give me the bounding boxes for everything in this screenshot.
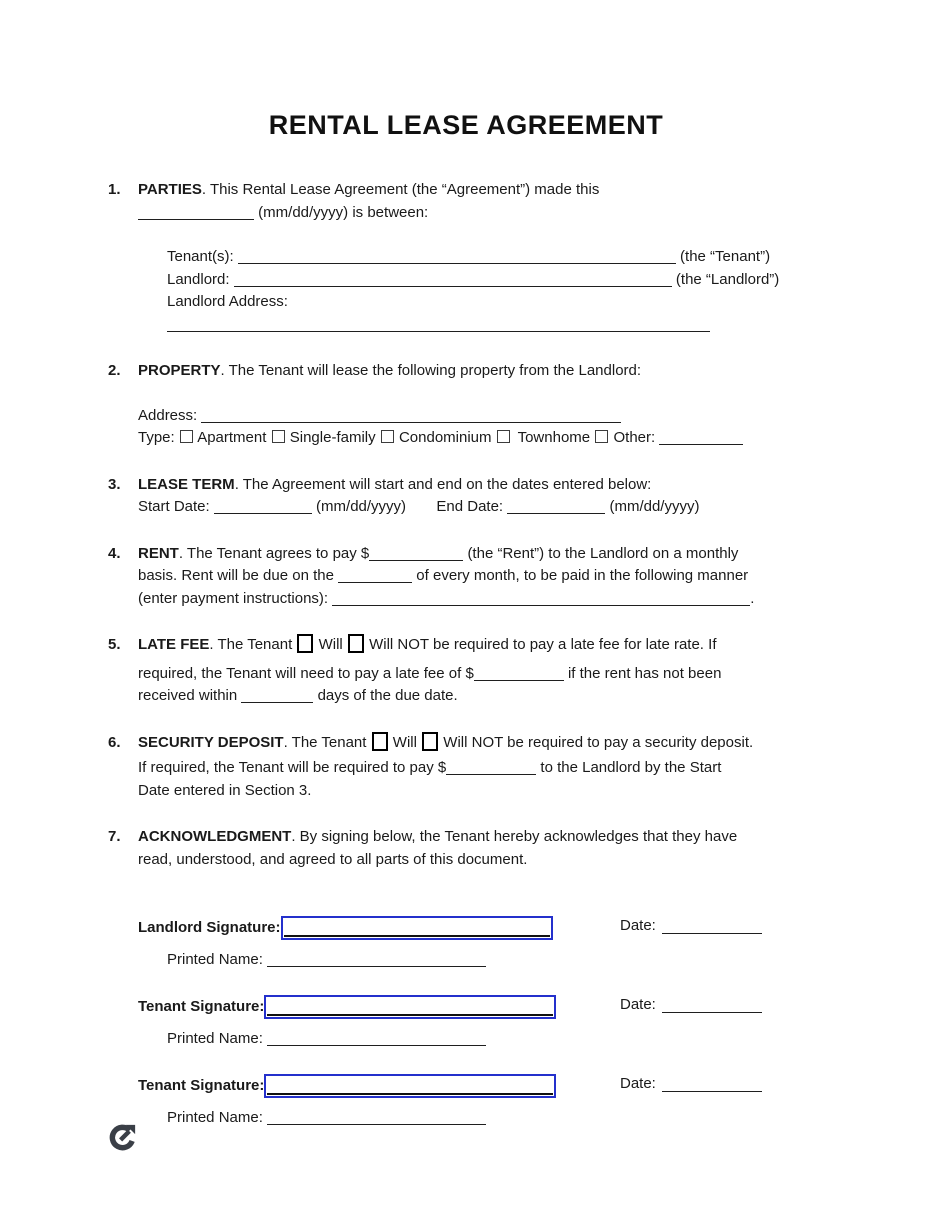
printed-name-label: Printed Name: [167, 1109, 263, 1126]
condominium-checkbox[interactable] [381, 430, 394, 443]
section-label: RENT [138, 544, 179, 562]
tenant-signature-label: Tenant Signature: [138, 998, 265, 1015]
tenant-field-label: Tenant(s): [167, 248, 234, 265]
text-run: read, understood, and agreed to all parts of this document. [138, 850, 528, 868]
late-fee-will-checkbox[interactable] [297, 634, 313, 653]
text-run: (mm/dd/yyyy) [609, 498, 700, 515]
text-run: . The Tenant [283, 733, 367, 751]
section-rent [108, 543, 824, 611]
section-number: 5. [108, 636, 121, 653]
text-run: of every month, to be paid in the following manner [416, 567, 749, 584]
late-fee-amount-blank[interactable] [474, 665, 564, 681]
text-run: basis. Rent will be due on the [138, 567, 334, 584]
section-late-fee [108, 634, 824, 708]
tenant-signature-block [138, 993, 824, 1050]
text-run: . The Agreement will start and end on the dates entered below: [234, 475, 652, 493]
text-run: (the “Rent”) to the Landlord on a monthly [467, 544, 739, 562]
section-number: 2. [108, 362, 121, 379]
tenant-date-blank-2[interactable] [662, 1076, 762, 1092]
section-number: 6. [108, 733, 121, 751]
single-family-checkbox[interactable] [272, 430, 285, 443]
tenant-printed-name-blank[interactable] [267, 1030, 486, 1046]
section-label: PROPERTY [138, 362, 221, 379]
apartment-checkbox[interactable] [180, 430, 193, 443]
rent-due-day-blank[interactable] [338, 567, 412, 583]
landlord-address-label: Landlord Address: [167, 293, 288, 310]
rent-amount-blank[interactable] [369, 545, 463, 561]
circular-arrow-logo-icon[interactable] [108, 1121, 139, 1152]
deposit-will-checkbox[interactable] [372, 732, 388, 751]
section-label: ACKNOWLEDGMENT [138, 828, 292, 845]
text-run: Will NOT be required to pay a security deposit. [443, 733, 754, 751]
section-security-deposit [108, 732, 824, 803]
section-acknowledgment [108, 826, 824, 871]
section-number: 3. [108, 475, 121, 493]
text-run: . The Tenant agrees to pay $ [178, 544, 370, 562]
section-label: LEASE TERM [138, 475, 235, 493]
end-date-label: End Date: [436, 498, 504, 515]
type-option-label: Other: [613, 429, 656, 446]
deposit-will-not-checkbox[interactable] [422, 732, 438, 751]
text-run: Will [318, 636, 343, 653]
text-run: . By signing below, the Tenant hereby acknowledges that they have [291, 828, 738, 845]
printed-name-label: Printed Name: [167, 1030, 263, 1047]
text-run: . This Rental Lease Agreement (the “Agreement”) made this [201, 181, 600, 198]
date-label: Date: [620, 1075, 656, 1092]
landlord-field-label: Landlord: [167, 270, 230, 288]
section-number: 1. [108, 181, 121, 198]
text-run: (mm/dd/yyyy) [316, 498, 407, 515]
late-fee-days-blank[interactable] [241, 687, 313, 703]
other-checkbox[interactable] [595, 430, 608, 443]
property-address-blank[interactable] [201, 407, 621, 423]
text-run: (mm/dd/yyyy) is between: [258, 203, 429, 221]
start-date-label: Start Date: [138, 498, 210, 515]
text-run: Date entered in Section 3. [138, 781, 312, 799]
deposit-amount-blank[interactable] [446, 759, 536, 775]
text-run: days of the due date. [317, 687, 458, 704]
late-fee-will-not-checkbox[interactable] [348, 634, 364, 653]
townhome-checkbox[interactable] [497, 430, 510, 443]
type-option-label: Single-family [289, 429, 376, 446]
section-parties [108, 179, 824, 336]
text-run: If required, the Tenant will be required to pay $ [138, 759, 447, 776]
text-run: (enter payment instructions): [138, 589, 329, 607]
section-lease-term [108, 474, 824, 519]
landlord-printed-name-blank[interactable] [267, 951, 486, 967]
tenant-date-blank[interactable] [662, 997, 762, 1013]
section-label: LATE FEE [138, 636, 210, 653]
text-run: received within [138, 687, 238, 704]
type-option-label: Townhome [517, 429, 591, 446]
text-run: Will [392, 733, 417, 751]
text-run: (the “Landlord”) [675, 270, 780, 288]
document-title: RENTAL LEASE AGREEMENT [268, 110, 664, 140]
tenant-signature-field[interactable] [264, 995, 556, 1019]
type-option-label: Condominium [398, 429, 492, 446]
text-run: if the rent has not been [567, 664, 722, 682]
agreement-date-blank[interactable] [138, 204, 254, 220]
end-date-blank[interactable] [507, 498, 605, 514]
text-run: to the Landlord by the Start [540, 759, 722, 776]
text-run: . The Tenant [209, 636, 293, 653]
text-run: . The Tenant will lease the following property from the Landlord: [220, 362, 642, 379]
section-number: 4. [108, 544, 121, 562]
section-label: PARTIES [138, 181, 202, 198]
landlord-name-blank[interactable] [234, 271, 672, 287]
text-run: required, the Tenant will need to pay a late fee of $ [138, 664, 474, 682]
text-run: Will NOT be required to pay a late fee for late rate. If [369, 636, 717, 653]
tenant-signature-field-2[interactable] [264, 1074, 556, 1098]
tenant-name-blank[interactable] [238, 248, 676, 264]
text-run: (the “Tenant”) [680, 248, 771, 265]
landlord-signature-block [138, 914, 824, 971]
section-number: 7. [108, 828, 121, 845]
date-label: Date: [620, 996, 656, 1013]
start-date-blank[interactable] [214, 498, 312, 514]
signature-area [138, 914, 824, 1129]
payment-instructions-blank[interactable] [332, 590, 750, 606]
landlord-date-blank[interactable] [662, 918, 762, 934]
text-run: . [750, 589, 755, 607]
section-label: SECURITY DEPOSIT [138, 733, 284, 751]
type-field-label: Type: [138, 429, 175, 446]
tenant-printed-name-blank-2[interactable] [267, 1109, 486, 1125]
date-label: Date: [620, 917, 656, 934]
other-type-blank[interactable] [659, 429, 743, 445]
tenant-signature-label: Tenant Signature: [138, 1077, 265, 1094]
landlord-signature-field[interactable] [281, 916, 553, 940]
landlord-signature-label: Landlord Signature: [138, 919, 281, 936]
tenant-signature-block-2 [138, 1072, 824, 1129]
landlord-address-blank[interactable] [167, 316, 710, 332]
type-option-label: Apartment [197, 429, 267, 446]
address-field-label: Address: [138, 406, 198, 424]
printed-name-label: Printed Name: [167, 951, 263, 968]
section-property [108, 360, 824, 450]
